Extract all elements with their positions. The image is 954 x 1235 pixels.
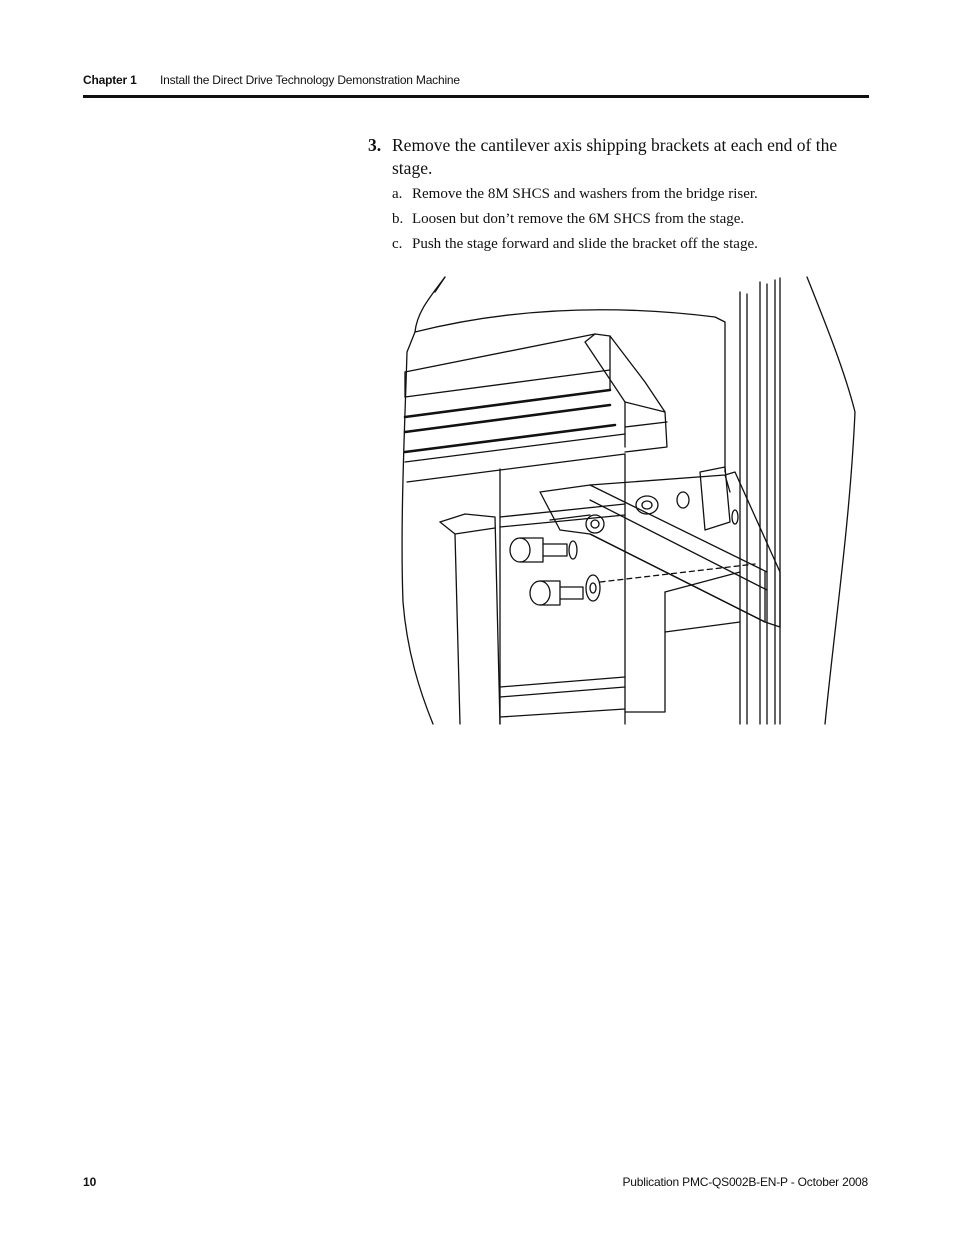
chapter-title: Install the Direct Drive Technology Demonstration Machine bbox=[160, 73, 460, 87]
step-text: Remove the cantilever axis shipping brackets at each end of the stage. bbox=[392, 135, 838, 178]
substep-b bbox=[392, 209, 744, 229]
substep-text: Remove the 8M SHCS and washers from the bridge riser. bbox=[412, 186, 758, 202]
step-3 bbox=[368, 134, 858, 180]
chapter-label: Chapter 1 bbox=[83, 73, 137, 87]
bracket-removal-illustration bbox=[395, 272, 860, 727]
substep-c bbox=[392, 234, 758, 254]
substep-letter: c. bbox=[392, 236, 403, 252]
publication-info: Publication PMC-QS002B-EN-P - October 2008 bbox=[622, 1175, 868, 1189]
step-number: 3. bbox=[368, 135, 382, 155]
substep-text: Push the stage forward and slide the bracket off the stage. bbox=[412, 236, 758, 252]
substep-letter: b. bbox=[392, 211, 404, 227]
substep-letter: a. bbox=[392, 186, 403, 202]
page-number: 10 bbox=[83, 1175, 97, 1189]
substep-a bbox=[392, 184, 758, 204]
substep-text: Loosen but don’t remove the 6M SHCS from the stage. bbox=[412, 211, 745, 227]
header-rule bbox=[83, 95, 869, 98]
